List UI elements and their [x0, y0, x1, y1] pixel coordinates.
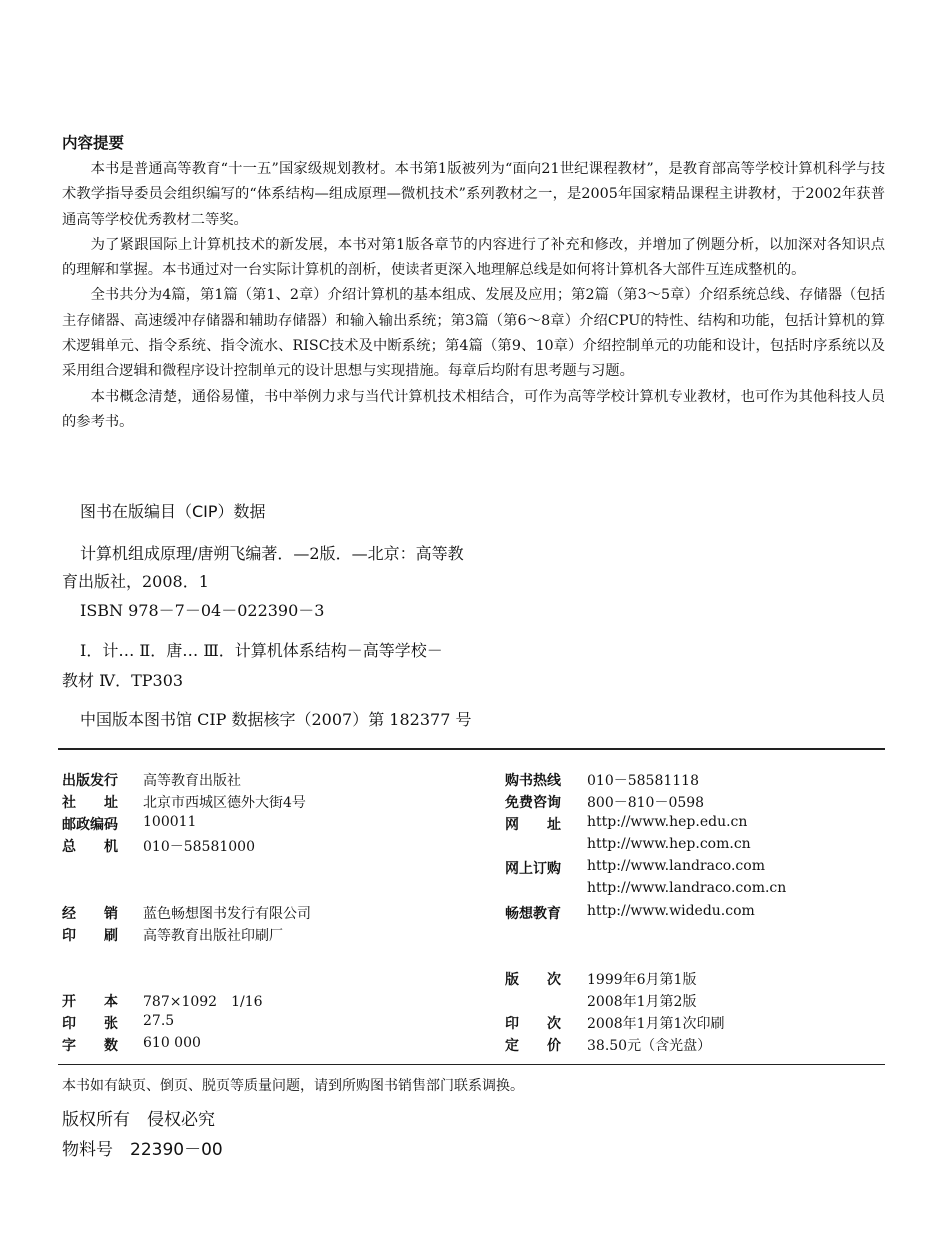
imprint-label: 网上订购: [505, 861, 561, 877]
imprint-label: 印 刷: [62, 928, 118, 944]
imprint-value: 2008年1月第2版: [587, 994, 697, 1010]
cip-verify-number: 中国版本图书馆 CIP 数据核字（2007）第 182377 号: [80, 710, 472, 729]
imprint-value: http://www.landraco.com: [587, 858, 765, 874]
cip-title: 图书在版编目（CIP）数据: [80, 502, 266, 521]
imprint-top-rule: [58, 748, 885, 750]
imprint-value: 100011: [143, 814, 197, 830]
imprint-label: 畅想教育: [505, 906, 561, 922]
cip-line-publisher: 育出版社，2008．1: [62, 572, 209, 591]
summary-paragraph: 为了紧跟国际上计算机技术的新发展，本书对第1版各章节的内容进行了补充和修改，并增加了例题分析，以加深对各知识点的理解和掌握。本书通过对一台实际计算机的剖析，使读者更深入地理解总线是如何将计算机各大部件互连成整机的。: [62, 236, 885, 279]
imprint-value: 北京市西城区德外大街4号: [143, 795, 306, 811]
imprint-value: 787×1092 1/16: [143, 994, 263, 1010]
imprint-label: 定 价: [505, 1038, 561, 1054]
imprint-label: 印 次: [505, 1016, 561, 1032]
copyright-notice: 版权所有 侵权必究: [62, 1110, 215, 1130]
imprint-label: 字 数: [62, 1038, 118, 1054]
summary-title: 内容提要: [62, 134, 125, 152]
cip-line-title: 计算机组成原理/唐朔飞编著．—2版．—北京：高等教: [80, 544, 464, 563]
imprint-label: 版 次: [505, 972, 561, 988]
imprint-label: 网 址: [505, 817, 561, 833]
imprint-label: 经 销: [62, 906, 118, 922]
imprint-value: 蓝色畅想图书发行有限公司: [143, 906, 311, 922]
imprint-label: 总 机: [62, 839, 118, 855]
imprint-value: 27.5: [143, 1013, 175, 1029]
imprint-label: 社 址: [62, 795, 118, 811]
material-number: 物料号 22390－00: [62, 1140, 223, 1160]
cip-isbn: ISBN 978－7－04－022390－3: [80, 601, 325, 620]
imprint-label: 邮政编码: [62, 817, 118, 833]
cip-line-subjects: Ⅰ．计… Ⅱ．唐… Ⅲ．计算机体系结构－高等学校－: [80, 641, 443, 660]
imprint-label: 印 张: [62, 1016, 118, 1032]
imprint-value: 610 000: [143, 1035, 201, 1051]
summary-paragraph: 全书共分为4篇，第1篇（第1、2章）介绍计算机的基本组成、发展及应用；第2篇（第3～5章）介绍系统总线、存储器（包括主存储器、高速缓冲存储器和辅助存储器）和输入输出系统；第3篇（第6～8章）介绍CPU的特性、结构和功能，包括计算机的算术逻辑单元、指令系统、指令流水、RISC技术及中断系统；第4篇（第9、10章）介绍控制单元的功能和设计，包括时序系统以及采用组合逻辑和微程序设计控制单元的设计思想与实现措施。每章后均附有思考题与习题。: [62, 287, 885, 380]
defect-exchange-note: 本书如有缺页、倒页、脱页等质量问题，请到所购图书销售部门联系调换。: [62, 1078, 524, 1094]
imprint-label: 购书热线: [505, 773, 561, 789]
summary-body: [62, 157, 885, 435]
imprint-value: http://www.landraco.com.cn: [587, 880, 787, 896]
summary-paragraph: 本书概念清楚，通俗易懂，书中举例力求与当代计算机技术相结合，可作为高等学校计算机专业教材，也可作为其他科技人员的参考书。: [62, 388, 885, 430]
summary-paragraph: 本书是普通高等教育“十一五”国家级规划教材。本书第1版被列为“面向21世纪课程教材”，是教育部高等学校计算机科学与技术教学指导委员会组织编写的“体系结构—组成原理—微机技术”系列教材之一，是2005年国家精品课程主讲教材，于2002年获普通高等学校优秀教材二等奖。: [62, 161, 885, 228]
imprint-value: 高等教育出版社: [143, 773, 241, 789]
imprint-value: 010－58581000: [143, 839, 255, 855]
imprint-label: 出版发行: [62, 773, 118, 789]
cip-line-classification: 教材 Ⅳ．TP303: [62, 671, 184, 690]
imprint-value: 38.50元（含光盘）: [587, 1038, 712, 1054]
imprint-value: 2008年1月第1次印刷: [587, 1016, 725, 1032]
imprint-label: 开 本: [62, 994, 118, 1010]
imprint-value: 高等教育出版社印刷厂: [143, 928, 283, 944]
imprint-value: 1999年6月第1版: [587, 972, 697, 988]
imprint-value: 800－810－0598: [587, 795, 705, 811]
imprint-label: 免费咨询: [505, 795, 561, 811]
imprint-value: 010－58581118: [587, 773, 699, 789]
imprint-value: http://www.widedu.com: [587, 903, 755, 919]
imprint-value: http://www.hep.com.cn: [587, 836, 751, 852]
imprint-bottom-rule: [58, 1064, 885, 1065]
imprint-value: http://www.hep.edu.cn: [587, 814, 748, 830]
